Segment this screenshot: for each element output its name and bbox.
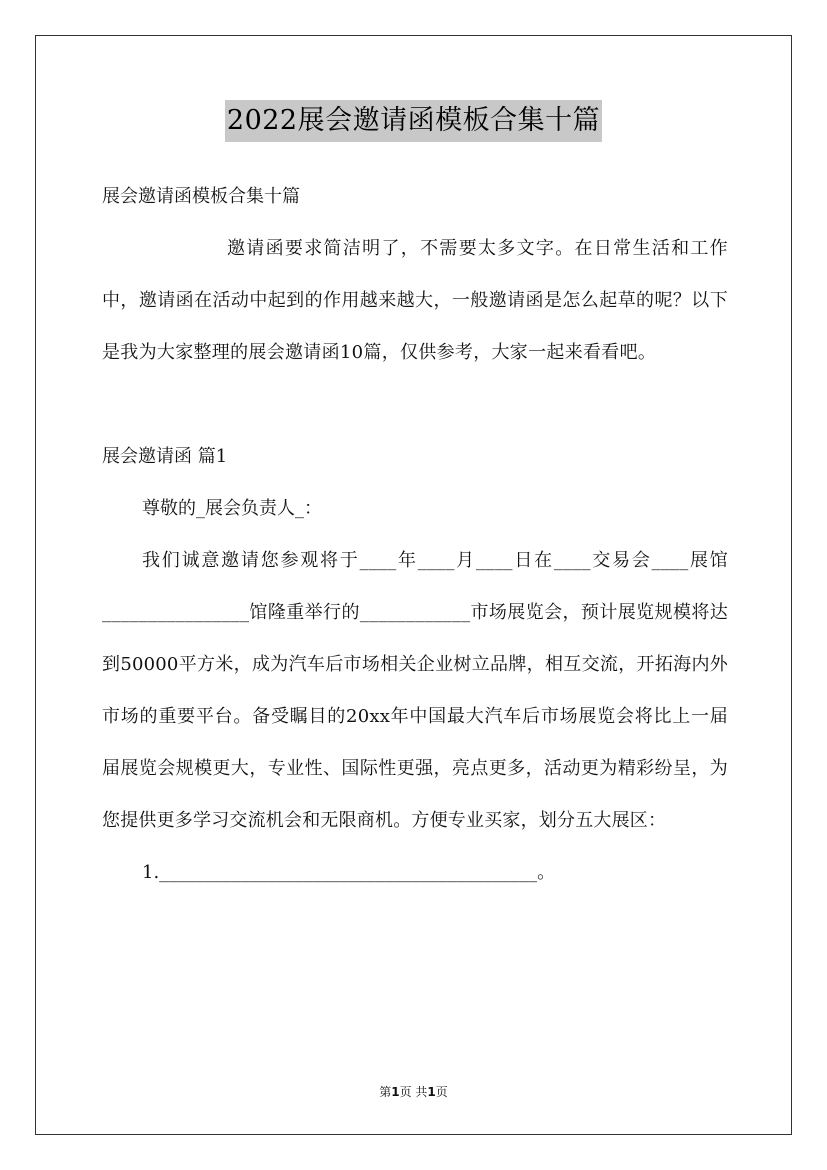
footer-prefix: 第 [379,1085,392,1099]
document-title: 2022展会邀请函模板合集十篇 [225,100,602,142]
salutation: 尊敬的_展会负责人_： [142,498,322,519]
list-item: 1.__________________________________________。 [142,862,556,883]
section-heading: 展会邀请函 篇1 [102,446,228,467]
footer-mid: 页 共 [399,1085,428,1099]
document-subtitle: 展会邀请函模板合集十篇 [102,186,300,207]
spacer [102,379,728,431]
document-body [102,171,728,899]
title-container [0,100,827,142]
page-footer [0,1083,827,1100]
footer-suffix: 页 [435,1085,448,1099]
footer-page-total: 1 [427,1085,436,1099]
footer-page-number: 1 [391,1085,400,1099]
body-paragraph: 我们诚意邀请您参观将于____年____月____日在____交易会____展馆________________馆隆重举行的____________市场展览会，预计展览规模将达到50000平方米，成为汽车后市场相关企业树立品牌，相互交流，开拓海内外市场的重要平台。备受瞩目的20xx年中国最大汽车后市场展览会将比上一届届展览会规模更大，专业性、国际性更强，亮点更多，活动更为精彩纷呈，为您提供更多学习交流机会和无限商机。方便专业买家，划分五大展区： [102,550,728,831]
intro-paragraph: 邀请函要求简洁明了，不需要太多文字。在日常生活和工作中，邀请函在活动中起到的作用越来越大，一般邀请函是怎么起草的呢？以下是我为大家整理的展会邀请函10篇，仅供参考，大家一起来看看吧。 [102,238,728,363]
